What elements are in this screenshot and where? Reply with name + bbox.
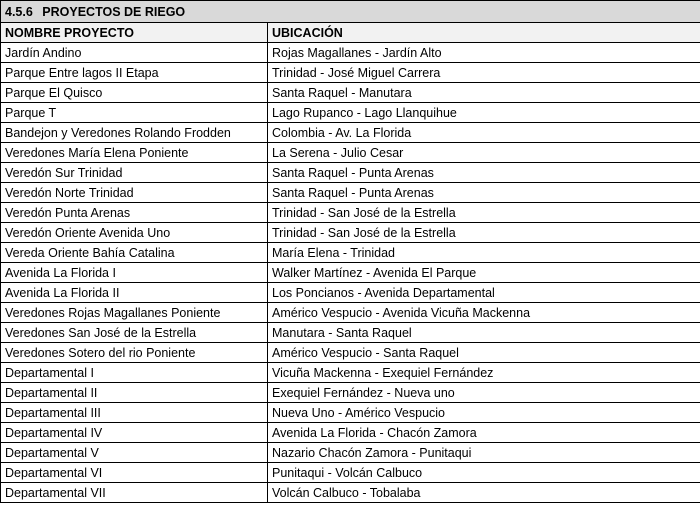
project-location-cell: Trinidad - San José de la Estrella (268, 203, 700, 223)
project-name-cell: Veredones Rojas Magallanes Poniente (1, 303, 268, 323)
section-title-row (1, 1, 700, 23)
project-location-cell: María Elena - Trinidad (268, 243, 700, 263)
table-row (1, 83, 700, 103)
table-row (1, 143, 700, 163)
table-row (1, 383, 700, 403)
project-name-cell: Veredones San José de la Estrella (1, 323, 268, 343)
table-row (1, 363, 700, 383)
project-location-cell: Trinidad - San José de la Estrella (268, 223, 700, 243)
table-row (1, 163, 700, 183)
project-location-cell: Los Poncianos - Avenida Departamental (268, 283, 700, 303)
table-row (1, 283, 700, 303)
table-row (1, 463, 700, 483)
table-row (1, 403, 700, 423)
table-row (1, 303, 700, 323)
table-row (1, 103, 700, 123)
table-row (1, 343, 700, 363)
project-location-cell: Walker Martínez - Avenida El Parque (268, 263, 700, 283)
project-name-cell: Departamental III (1, 403, 268, 423)
project-location-cell: Exequiel Fernández - Nueva uno (268, 383, 700, 403)
project-name-cell: Veredones Sotero del rio Poniente (1, 343, 268, 363)
project-location-cell: Lago Rupanco - Lago Llanquihue (268, 103, 700, 123)
table-row (1, 443, 700, 463)
project-name-cell: Departamental V (1, 443, 268, 463)
section-title-cell (1, 1, 700, 23)
table-row (1, 243, 700, 263)
project-location-cell: Manutara - Santa Raquel (268, 323, 700, 343)
project-location-cell: Colombia - Av. La Florida (268, 123, 700, 143)
project-name-cell: Avenida La Florida II (1, 283, 268, 303)
project-location-cell: Santa Raquel - Punta Arenas (268, 183, 700, 203)
table-body (1, 43, 700, 503)
project-name-cell: Jardín Andino (1, 43, 268, 63)
column-header-name: NOMBRE PROYECTO (1, 23, 268, 43)
project-location-cell: Trinidad - José Miguel Carrera (268, 63, 700, 83)
table-row (1, 183, 700, 203)
project-name-cell: Parque Entre lagos II Etapa (1, 63, 268, 83)
table-row (1, 43, 700, 63)
project-name-cell: Vereda Oriente Bahía Catalina (1, 243, 268, 263)
table-row (1, 263, 700, 283)
project-location-cell: Rojas Magallanes - Jardín Alto (268, 43, 700, 63)
project-name-cell: Bandejon y Veredones Rolando Frodden (1, 123, 268, 143)
column-header-row (1, 23, 700, 43)
project-location-cell: Volcán Calbuco - Tobalaba (268, 483, 700, 503)
project-location-cell: Punitaqui - Volcán Calbuco (268, 463, 700, 483)
project-name-cell: Departamental VII (1, 483, 268, 503)
table-row (1, 423, 700, 443)
table-row (1, 203, 700, 223)
project-location-cell: Nueva Uno - Américo Vespucio (268, 403, 700, 423)
section-title: PROYECTOS DE RIEGO (42, 4, 186, 19)
project-name-cell: Veredones María Elena Poniente (1, 143, 268, 163)
project-name-cell: Veredón Punta Arenas (1, 203, 268, 223)
project-location-cell: La Serena - Julio Cesar (268, 143, 700, 163)
project-name-cell: Parque T (1, 103, 268, 123)
table-row (1, 323, 700, 343)
project-name-cell: Departamental VI (1, 463, 268, 483)
table-row (1, 63, 700, 83)
table-row (1, 223, 700, 243)
project-name-cell: Veredón Norte Trinidad (1, 183, 268, 203)
project-location-cell: Américo Vespucio - Avenida Vicuña Mackenna (268, 303, 700, 323)
table-row (1, 123, 700, 143)
project-name-cell: Departamental II (1, 383, 268, 403)
project-name-cell: Veredón Oriente Avenida Uno (1, 223, 268, 243)
project-name-cell: Departamental I (1, 363, 268, 383)
column-header-location: UBICACIÓN (268, 23, 700, 43)
table-row (1, 483, 700, 503)
project-name-cell: Parque El Quisco (1, 83, 268, 103)
project-name-cell: Departamental IV (1, 423, 268, 443)
project-location-cell: Américo Vespucio - Santa Raquel (268, 343, 700, 363)
project-location-cell: Nazario Chacón Zamora - Punitaqui (268, 443, 700, 463)
project-name-cell: Avenida La Florida I (1, 263, 268, 283)
project-location-cell: Vicuña Mackenna - Exequiel Fernández (268, 363, 700, 383)
section-number: 4.5.6 (5, 4, 33, 19)
project-name-cell: Veredón Sur Trinidad (1, 163, 268, 183)
project-location-cell: Santa Raquel - Punta Arenas (268, 163, 700, 183)
project-location-cell: Avenida La Florida - Chacón Zamora (268, 423, 700, 443)
project-location-cell: Santa Raquel - Manutara (268, 83, 700, 103)
